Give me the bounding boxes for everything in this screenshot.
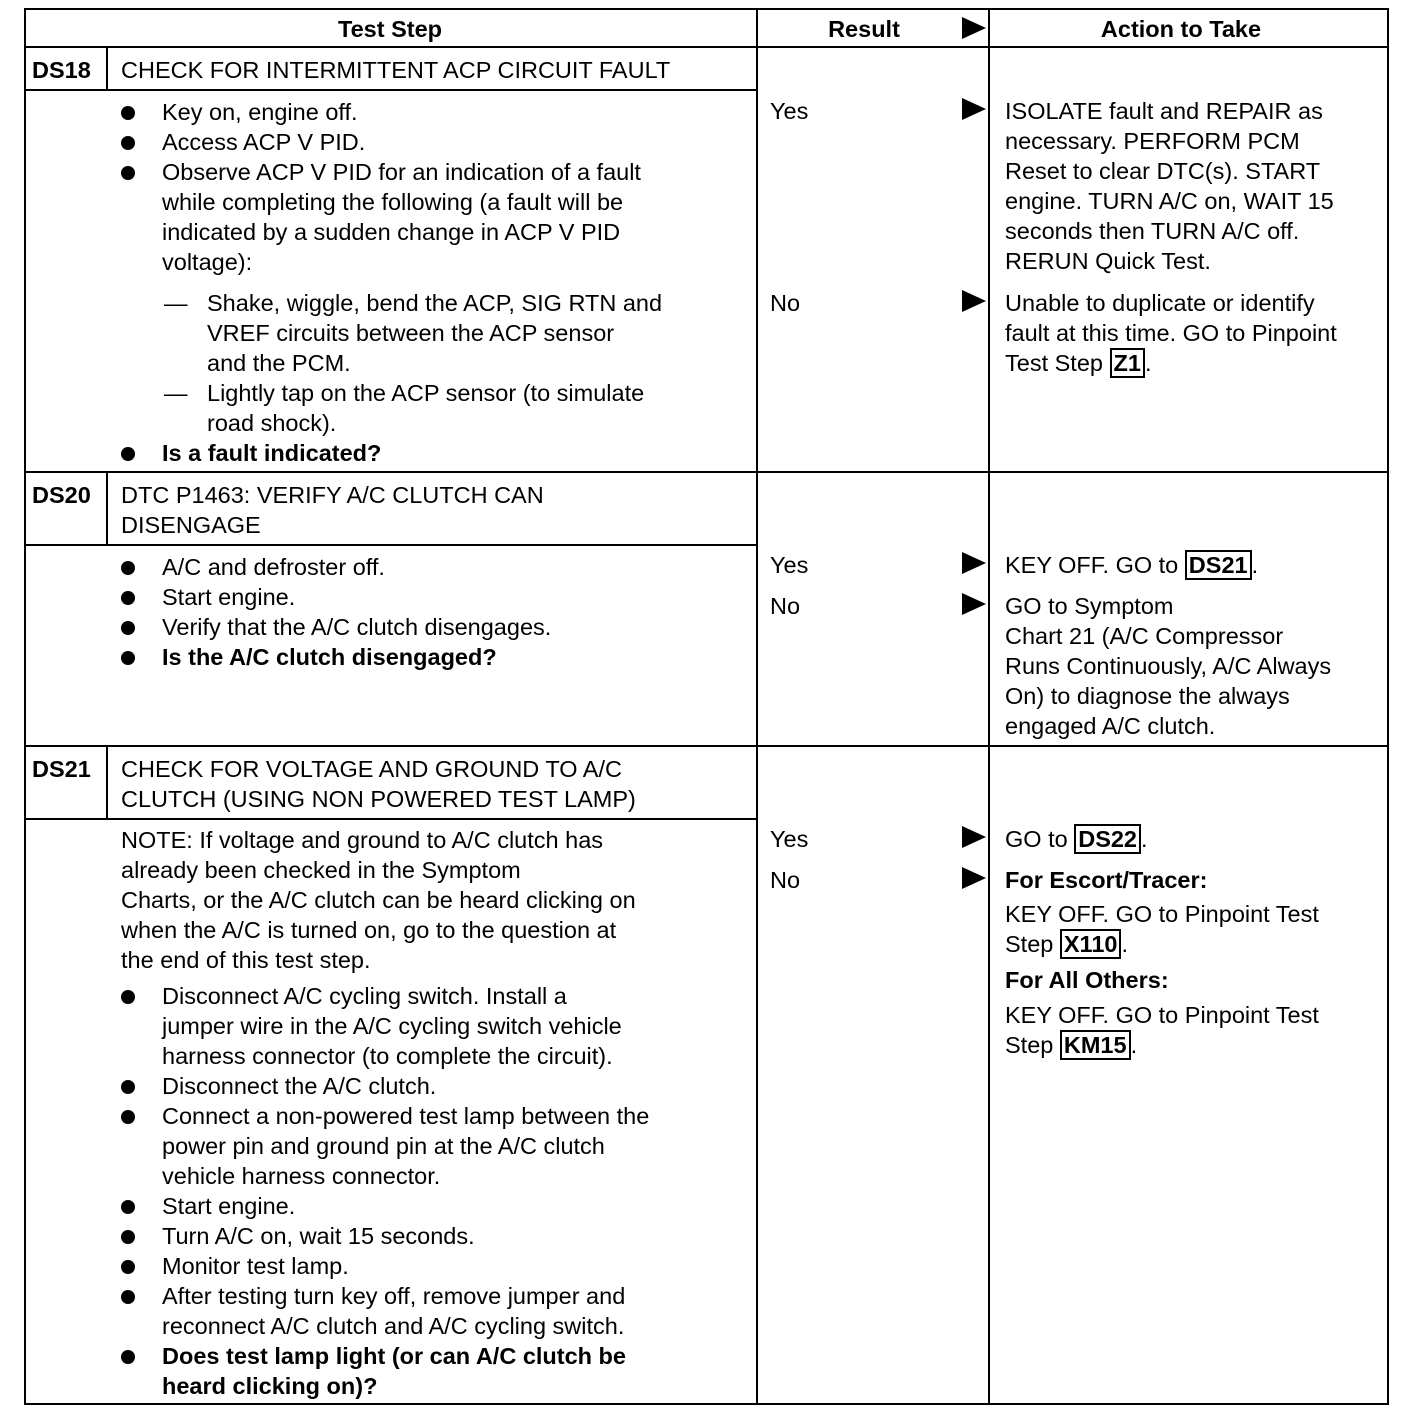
ds18-bullet-3-line-1: Observe ACP V PID for an indication of a fault [162, 159, 641, 185]
dash-icon: — [164, 380, 188, 406]
arrow-icon [962, 593, 986, 615]
ds18-yes-action-5: seconds then TURN A/C off. [1005, 218, 1300, 244]
ds18-yes-action-6: RERUN Quick Test. [1005, 248, 1211, 274]
ds18-bullet-3-line-3: indicated by a sudden change in ACP V PID [162, 219, 621, 245]
step-title-ds21-line-1: CHECK FOR VOLTAGE AND GROUND TO A/C [121, 756, 622, 782]
ds21-yes-action-1 [1005, 824, 1148, 854]
header-arrow-icon [962, 17, 986, 39]
bullet-icon [121, 651, 135, 665]
ds18-dash-2-line-2: road shock). [207, 410, 337, 436]
ds20-bullet-3: Verify that the A/C clutch disengages. [162, 614, 552, 640]
ds18-no-action-3-text: Test Step [1005, 350, 1103, 376]
ds21-no-heading-2: For All Others: [1005, 967, 1169, 993]
bullet-icon [121, 136, 135, 150]
ds18-result-no: No [770, 290, 801, 316]
ds21-bullet-1-line-3: harness connector (to complete the circuit). [162, 1043, 613, 1069]
step-id-ds20: DS20 [32, 482, 91, 508]
ds21-result-no: No [770, 867, 801, 893]
ds20-no-action-4: On) to diagnose the always [1005, 683, 1290, 709]
ds21-bullet-2: Disconnect the A/C clutch. [162, 1073, 437, 1099]
ds21-bullet-1-line-1: Disconnect A/C cycling switch. Install a [162, 983, 567, 1009]
period: . [1130, 1032, 1138, 1058]
bullet-icon [121, 1260, 135, 1274]
ds18-no-action-2: fault at this time. GO to Pinpoint [1005, 320, 1337, 346]
arrow-icon [962, 98, 986, 120]
ds18-yes-action-3: Reset to clear DTC(s). START [1005, 158, 1321, 184]
bullet-icon [121, 166, 135, 180]
arrow-icon [962, 290, 986, 312]
ds18-no-action-1: Unable to duplicate or identify [1005, 290, 1315, 316]
ds20-no-action-1: GO to Symptom [1005, 593, 1174, 619]
bullet-icon [121, 1080, 135, 1094]
ds18-yes-action-1: ISOLATE fault and REPAIR as [1005, 98, 1323, 124]
step-title-ds20-line-1: DTC P1463: VERIFY A/C CLUTCH CAN [121, 482, 544, 508]
ds20-no-action-3: Runs Continuously, A/C Always [1005, 653, 1332, 679]
bullet-icon [121, 1230, 135, 1244]
ds21-bullet-7-line-2: reconnect A/C clutch and A/C cycling switch. [162, 1313, 625, 1339]
ds21-question-line-2: heard clicking on)? [162, 1373, 378, 1399]
bullet-icon [121, 1200, 135, 1214]
ds21-bullet-3-line-1: Connect a non-powered test lamp between the [162, 1103, 650, 1129]
ds20-question: Is the A/C clutch disengaged? [162, 644, 497, 670]
step-ref-ds22-link[interactable]: DS22 [1074, 824, 1141, 854]
ds21-note-line-5: the end of this test step. [121, 947, 371, 973]
ds18-result-yes: Yes [770, 98, 809, 124]
ds18-question: Is a fault indicated? [162, 440, 382, 466]
bullet-icon [121, 561, 135, 575]
ds18-bullet-3-line-2: while completing the following (a fault will be [162, 189, 624, 215]
bullet-icon [121, 1290, 135, 1304]
ds21-bullet-7-line-1: After testing turn key off, remove jumper and [162, 1283, 626, 1309]
header-action: Action to Take [1100, 16, 1262, 42]
ds20-no-action-2: Chart 21 (A/C Compressor [1005, 623, 1284, 649]
ds21-no-heading-1: For Escort/Tracer: [1005, 867, 1208, 893]
ds18-dash-2-line-1: Lightly tap on the ACP sensor (to simulate [207, 380, 645, 406]
ds21-bullet-6: Monitor test lamp. [162, 1253, 349, 1279]
arrow-icon [962, 552, 986, 574]
ds21-result-yes: Yes [770, 826, 809, 852]
bullet-icon [121, 990, 135, 1004]
ds21-no-action-1: KEY OFF. GO to Pinpoint Test [1005, 901, 1319, 927]
bullet-icon [121, 1110, 135, 1124]
ds21-note-line-3: Charts, or the A/C clutch can be heard clicking on [121, 887, 636, 913]
ds20-yes-action-text: KEY OFF. GO to [1005, 552, 1179, 578]
ds21-bullet-5: Turn A/C on, wait 15 seconds. [162, 1223, 475, 1249]
step-ref-x110-link[interactable]: X110 [1060, 929, 1122, 959]
period: . [1251, 552, 1259, 578]
header-result: Result [828, 16, 900, 42]
bullet-icon [121, 106, 135, 120]
ds18-bullet-2: Access ACP V PID. [162, 129, 366, 155]
ds21-question-line-1: Does test lamp light (or can A/C clutch be [162, 1343, 626, 1369]
ds18-yes-action-4: engine. TURN A/C on, WAIT 15 [1005, 188, 1334, 214]
ds18-bullet-1: Key on, engine off. [162, 99, 358, 125]
ds20-result-yes: Yes [770, 552, 809, 578]
step-id-ds18: DS18 [32, 57, 91, 83]
ds18-bullet-3-line-4: voltage): [162, 249, 253, 275]
bullet-icon [121, 621, 135, 635]
ds18-no-action-3 [1005, 348, 1151, 378]
step-ref-km15-link[interactable]: KM15 [1060, 1030, 1131, 1060]
ds18-dash-1-line-3: and the PCM. [207, 350, 351, 376]
step-id-ds21: DS21 [32, 756, 91, 782]
bullet-icon [121, 447, 135, 461]
ds21-yes-action-text: GO to [1005, 826, 1068, 852]
ds20-result-no: No [770, 593, 801, 619]
ds18-dash-1-line-1: Shake, wiggle, bend the ACP, SIG RTN and [207, 290, 663, 316]
arrow-icon [962, 826, 986, 848]
ds20-no-action-5: engaged A/C clutch. [1005, 713, 1216, 739]
ds21-note-line-1: NOTE: If voltage and ground to A/C clutch has [121, 827, 604, 853]
ds21-no-action-4-text: Step [1005, 1032, 1054, 1058]
ds21-note-line-2: already been checked in the Symptom [121, 857, 521, 883]
ds21-bullet-3-line-2: power pin and ground pin at the A/C clutch [162, 1133, 605, 1159]
ds20-bullet-1: A/C and defroster off. [162, 554, 385, 580]
ds21-no-action-2-text: Step [1005, 931, 1054, 957]
period: . [1141, 826, 1148, 852]
ds21-note-line-4: when the A/C is turned on, go to the question at [121, 917, 617, 943]
ds20-yes-action-1 [1005, 550, 1258, 580]
ds21-bullet-1-line-2: jumper wire in the A/C cycling switch vehicle [162, 1013, 622, 1039]
ds20-bullet-2: Start engine. [162, 584, 296, 610]
arrow-icon [962, 867, 986, 889]
ds21-no-action-4 [1005, 1030, 1137, 1060]
ds18-dash-1-line-2: VREF circuits between the ACP sensor [207, 320, 615, 346]
step-title-ds18: CHECK FOR INTERMITTENT ACP CIRCUIT FAULT [121, 57, 671, 83]
ds21-bullet-3-line-3: vehicle harness connector. [162, 1163, 441, 1189]
ds21-bullet-4: Start engine. [162, 1193, 296, 1219]
ds21-no-action-2 [1005, 929, 1128, 959]
header-test-step: Test Step [337, 16, 443, 42]
dash-icon: — [164, 290, 188, 316]
period: . [1121, 931, 1128, 957]
period: . [1144, 350, 1152, 376]
ds18-yes-action-2: necessary. PERFORM PCM [1005, 128, 1300, 154]
step-title-ds20-line-2: DISENGAGE [121, 512, 261, 538]
step-title-ds21-line-2: CLUTCH (USING NON POWERED TEST LAMP) [121, 786, 636, 812]
ds21-no-action-3: KEY OFF. GO to Pinpoint Test [1005, 1002, 1319, 1028]
bullet-icon [121, 1350, 135, 1364]
step-ref-z1-link[interactable]: Z1 [1110, 348, 1145, 378]
step-ref-ds21-link[interactable]: DS21 [1185, 550, 1252, 580]
bullet-icon [121, 591, 135, 605]
